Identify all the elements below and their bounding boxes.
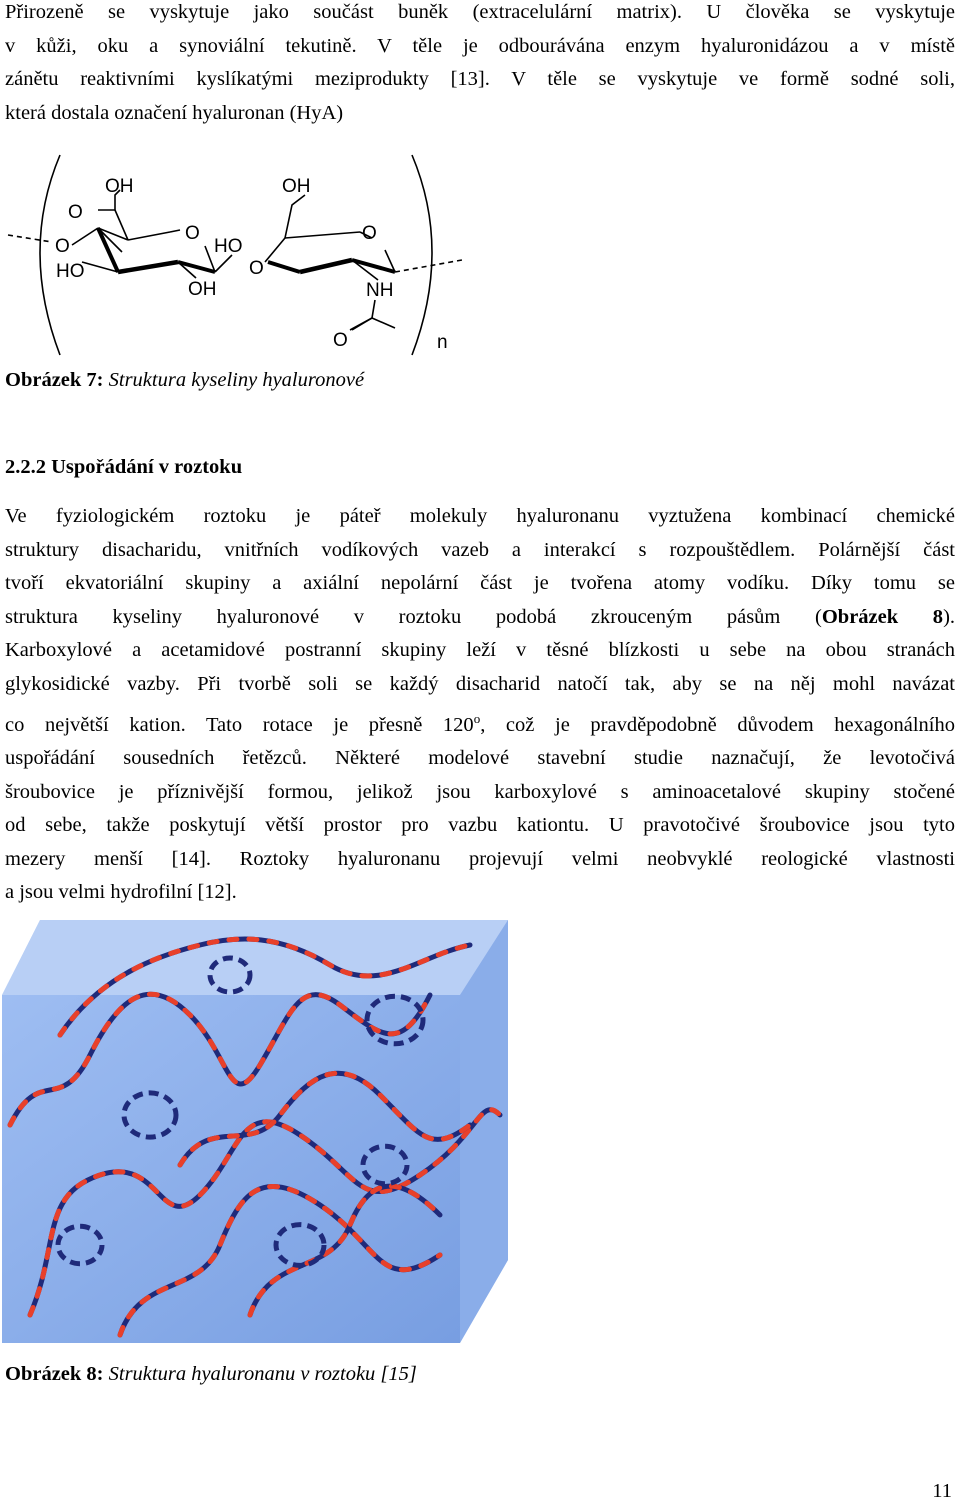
body-paragraph <box>5 500 955 910</box>
body-line: struktura kyseliny hyaluronové v roztoku podobá zkrouceným pásům (Obrázek 8). <box>5 605 956 628</box>
chem-label: O <box>249 258 264 279</box>
body-line: co největší kation. Tato rotace je přesně 120$^o$, což je pravděpodobně důvodem hexagonálního <box>5 710 955 736</box>
intro-line: zánětu reaktivními kyslíkatými meziprodukty [13]. V těle se vyskytuje ve formě sodné soli, <box>5 68 955 91</box>
figure8-caption-text: Struktura hyaluronanu v roztoku [15] <box>108 1363 417 1385</box>
body-line: mezery menší [14]. Roztoky hyaluronanu projevují velmi neobvyklé reologické vlastnosti <box>5 847 955 870</box>
chem-label: O <box>362 223 377 244</box>
body-line: glykosidické vazby. Při tvorbě soli se každý disacharid natočí tak, aby se na něj mohl navázat <box>5 672 955 695</box>
chem-label: O <box>55 236 70 257</box>
body-line: Ve fyziologickém roztoku je páteř molekuly hyaluronanu vyztužena kombinací chemické <box>5 505 955 527</box>
section-heading <box>5 456 242 479</box>
section-title: Uspořádání v roztoku <box>51 456 243 478</box>
body-line: a jsou velmi hydrofilní [12]. <box>5 881 237 904</box>
chem-label: NH <box>366 280 394 301</box>
body-line: tvoří ekvatoriální skupiny a axiální nepolární část je tvořena atomy vodíku. Díky tomu se <box>5 572 955 595</box>
intro-line: v kůži, oku a synoviální tekutině. V těle je odbourávána enzym hyaluronidázou a v místě <box>5 34 955 57</box>
section-number: 2.2.2 <box>5 456 46 478</box>
chem-label: HO <box>214 236 243 257</box>
chem-label: HO <box>56 261 85 282</box>
body-line: struktury disacharidu, vnitřních vodíkových vazeb a interakcí s rozpouštědlem. Polárnější část <box>5 538 955 561</box>
figure8-caption-label: Obrázek 8: <box>5 1363 104 1385</box>
box-front <box>2 995 460 1343</box>
chem-label: O <box>185 223 200 244</box>
figure7-caption <box>5 369 364 392</box>
chem-label: O <box>333 330 348 351</box>
body-line: Karboxylové a acetamidové postranní skupiny leží v těsné blízkosti u sebe na obou stranách <box>5 639 955 662</box>
figure7-caption-text: Struktura kyseliny hyaluronové <box>108 369 365 391</box>
chem-label: O <box>68 202 83 223</box>
hyaluronan-solution-figure <box>0 915 512 1345</box>
intro-line: která dostala označení hyaluronan (HyA) <box>5 101 344 124</box>
chem-label: OH <box>105 176 134 197</box>
figure7-caption-label: Obrázek 7: <box>5 369 104 391</box>
repeat-subscript: n <box>437 332 448 353</box>
intro-line: Přirozeně se vyskytuje jako součást buněk (extracelulární matrix). U člověka se vyskytuje <box>5 1 955 23</box>
hyaluronic-acid-structure <box>0 150 470 360</box>
chem-label: OH <box>282 176 311 197</box>
figure8-caption <box>5 1363 417 1386</box>
intro-paragraph <box>5 0 955 130</box>
body-line: uspořádání sousedních řetězců. Některé modelové stavební studie naznačují, že levotočivá <box>5 746 955 769</box>
body-line: od sebe, takže poskytují větší prostor pro vazbu kationtu. U pravotočivé šroubovice jsou tyto <box>5 814 955 837</box>
body-line: šroubovice je příznivější formou, jelikož jsou karboxylové s aminoacetalové skupiny stočené <box>5 780 955 803</box>
chem-label: OH <box>188 279 217 300</box>
page-number: 11 <box>932 1480 952 1502</box>
